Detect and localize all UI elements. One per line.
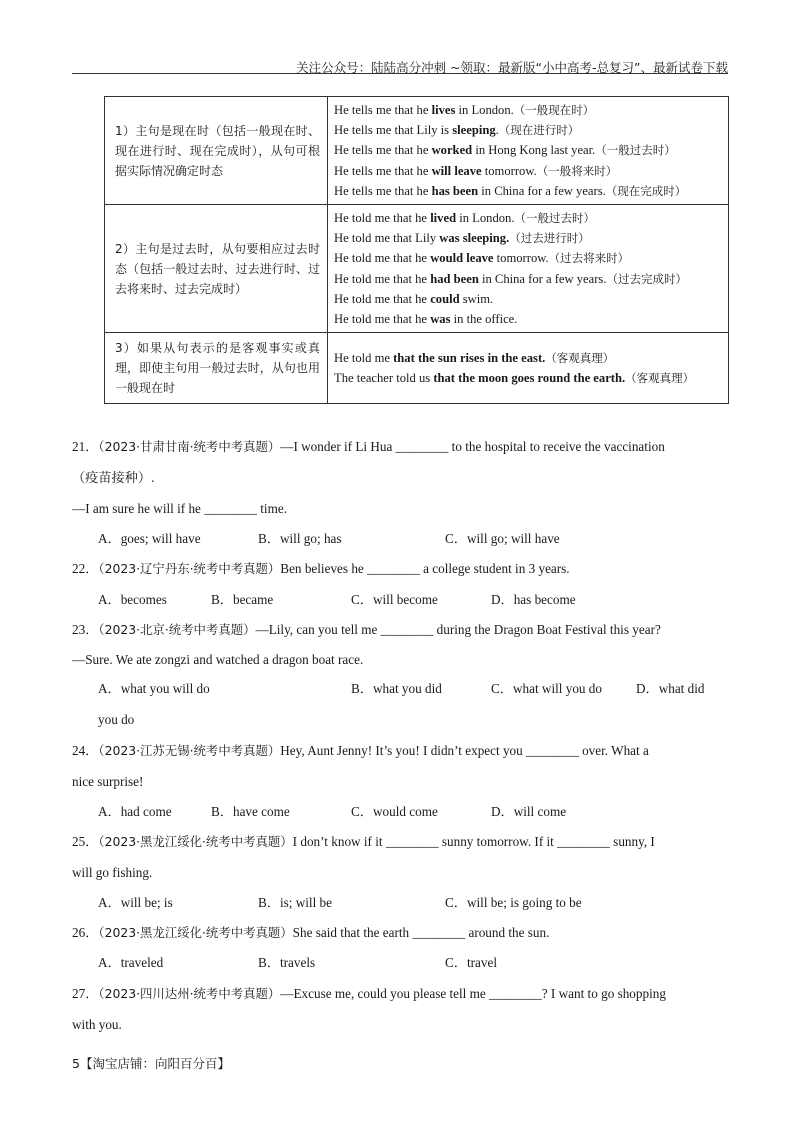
table-row [105,205,729,333]
question-27 [72,984,728,1004]
option-c[interactable]: C．travel [445,955,498,970]
question-source: （2023·黑龙江绥化·统考中考真题） [98,925,293,940]
grammar-table [104,96,729,404]
option-a[interactable]: A．traveled [98,955,164,970]
question-text-line: —I am sure he will if he ________ time. [72,501,287,516]
question-number: 24． [72,743,99,758]
question-22 [72,559,728,579]
option-c[interactable]: C．would come [351,804,438,819]
question-text: Ben believes he ________ a college student in 3 years. [280,561,570,576]
question-number: 22． [72,561,99,576]
table-row [105,333,729,404]
question-source: （2023·北京·统考中考真题） [98,622,256,637]
option-c[interactable]: C．will become [351,592,438,607]
example-line: He tells me that Lily is sleeping.（现在进行时） [334,123,580,138]
option-b[interactable]: B．is; will be [258,895,332,910]
examples-cell [328,97,729,205]
examples-cell [328,205,729,333]
question-text-line: —Sure. We ate zongzi and watched a dragon boat race. [72,652,364,667]
option-a[interactable]: A．what you will do [98,681,210,696]
question-text-line: nice surprise! [72,774,144,789]
question-source: （2023·江苏无锡·统考中考真题） [98,743,281,758]
option-d-continued[interactable]: you do [98,712,135,727]
option-d[interactable]: D．has become [491,592,576,607]
question-text: —Excuse me, could you please tell me ________? I want to go shopping [280,986,666,1001]
question-text: —I wonder if Li Hua ________ to the hospital to receive the vaccination [280,439,665,454]
option-b[interactable]: B．have come [211,804,290,819]
option-a[interactable]: A．becomes [98,592,167,607]
question-source: （2023·甘肃甘南·统考中考真题） [98,439,281,454]
question-text-line: with you. [72,1017,122,1032]
example-line: He tells me that he has been in China for a few years.（现在完成时） [334,183,687,198]
question-text-line: will go fishing. [72,865,153,880]
option-b[interactable]: B．will go; has [258,531,342,546]
example-line: He told me that he lived in London.（一般过去时） [334,211,595,226]
option-c[interactable]: C．will be; is going to be [445,895,582,910]
option-d[interactable]: D．will come [491,804,567,819]
example-line: He tells me that he will leave tomorrow.（一般将来时） [334,163,618,178]
option-b[interactable]: B．what you did [351,681,442,696]
question-24 [72,741,728,761]
question-text: I don’t know if it ________ sunny tomorrow. If it ________ sunny, I [292,834,655,849]
example-line: He told me that Lily was sleeping.（过去进行时） [334,231,590,246]
page-footer: 5【淘宝店铺：向阳百分百】 [72,1056,230,1071]
question-number: 23． [72,622,99,637]
question-source: （2023·四川达州·统考中考真题） [98,986,281,1001]
table-row [105,97,729,205]
question-source: （2023·辽宁丹东·统考中考真题） [98,561,281,576]
option-b[interactable]: B．became [211,592,274,607]
question-text: She said that the earth ________ around the sun. [292,925,550,940]
question-25 [72,832,728,852]
question-number: 26． [72,925,99,940]
example-line: He told me that the sun rises in the east.（客观真理） [334,351,615,366]
question-number: 27． [72,986,99,1001]
question-text-line: （疫苗接种）. [72,470,155,485]
example-line: He told me that he could swim. [334,291,494,306]
example-line: He told me that he had been in China for a few years.（过去完成时） [334,271,687,286]
header-divider [72,73,728,74]
question-text: Hey, Aunt Jenny! It’s you! I didn’t expect you ________ over. What a [280,743,649,758]
question-number: 25． [72,834,99,849]
question-source: （2023·黑龙江绥化·统考中考真题） [98,834,293,849]
example-line: He tells me that he worked in Hong Kong last year.（一般过去时） [334,143,676,158]
example-line: He told me that he was in the office. [334,312,518,327]
page-header: 关注公众号：陆陆高分冲刺 ~领取：最新版“小中高考-总复习”、最新试卷下载 [296,60,728,75]
option-b[interactable]: B．travels [258,955,316,970]
example-line: He tells me that he lives in London.（一般现在时） [334,103,595,117]
question-number: 21． [72,439,99,454]
rule-cell: 2）主句是过去时，从句要相应过去时态（包括一般过去时、过去进行时、过去将来时、过去完成时） [105,205,328,333]
question-26 [72,923,728,943]
option-c[interactable]: C．what will you do [491,681,602,696]
option-a[interactable]: A．had come [98,804,172,819]
option-c[interactable]: C．will go; will have [445,531,560,546]
question-23 [72,620,728,640]
option-d[interactable]: D．what did [636,681,705,696]
rule-cell: 3）如果从句表示的是客观事实或真理，即使主句用一般过去时，从句也用一般现在时 [105,333,328,404]
option-a[interactable]: A．will be; is [98,895,173,910]
option-a[interactable]: A．goes; will have [98,531,201,546]
question-21 [72,437,728,457]
question-text: —Lily, can you tell me ________ during the Dragon Boat Festival this year? [255,622,661,637]
examples-cell [328,333,729,404]
example-line: He told me that he would leave tomorrow.（过去将来时） [334,251,630,266]
rule-cell: 1）主句是现在时（包括一般现在时、现在进行时、现在完成时），从句可根据实际情况确定时态 [105,97,328,205]
example-line: The teacher told us that the moon goes round the earth.（客观真理） [334,371,695,386]
